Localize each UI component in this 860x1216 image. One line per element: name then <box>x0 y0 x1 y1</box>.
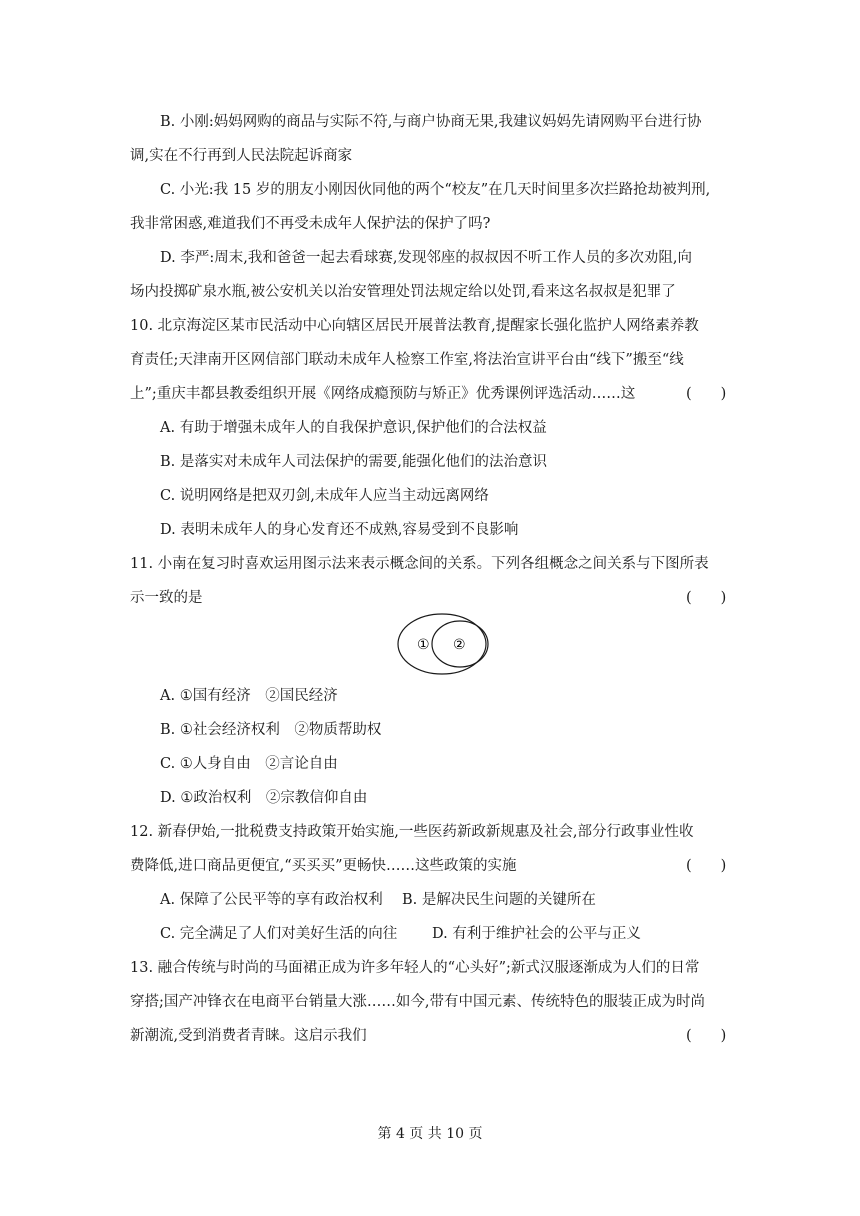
q10-answer-paren: ( ) <box>686 386 727 402</box>
q10-stem-line1: 10. 北京海淀区某市民活动中心向辖区居民开展普法教育,提醒家长强化监护人网络素养教 <box>130 318 699 334</box>
q11-stem-line2: 示一致的是 <box>130 590 203 606</box>
concept-venn-diagram <box>396 612 492 676</box>
q9-option-d-line1: D. 李严:周末,我和爸爸一起去看球赛,发现邻座的叔叔因不听工作人员的多次劝阻,向 <box>160 250 693 266</box>
q11-option-c: C. ①人身自由 ②言论自由 <box>160 756 338 772</box>
q9-option-b-line2: 调,实在不行再到人民法院起诉商家 <box>130 148 353 164</box>
outer-label: ① <box>417 637 430 653</box>
q9-option-c-line2: 我非常困惑,难道我们不再受未成年人保护法的保护了吗? <box>130 216 491 232</box>
q11-answer-paren: ( ) <box>686 590 727 606</box>
q10-option-c: C. 说明网络是把双刃剑,未成年人应当主动远离网络 <box>160 488 489 504</box>
q13-stem-line1: 13. 融合传统与时尚的马面裙正成为许多年轻人的“心头好”;新式汉服逐渐成为人们的日常 <box>130 960 700 976</box>
q12-stem-line1: 12. 新春伊始,一批税费支持政策开始实施,一些医药新政新规惠及社会,部分行政事业性收 <box>130 824 694 840</box>
q12-answer-paren: ( ) <box>686 858 727 874</box>
inner-label: ② <box>453 637 466 653</box>
q13-answer-paren: ( ) <box>686 1028 727 1044</box>
q11-option-d: D. ①政治权利 ②宗教信仰自由 <box>160 790 368 806</box>
q10-stem-line3: 上”;重庆丰都县教委组织开展《网络成瘾预防与矫正》优秀课例评选活动……这 <box>130 386 636 402</box>
q12-option-d: D. 有利于维护社会的公平与正义 <box>432 926 641 942</box>
page-footer: 第 4 页 共 10 页 <box>377 1126 483 1142</box>
q10-option-b: B. 是落实对未成年人司法保护的需要,能强化他们的法治意识 <box>160 454 547 470</box>
q13-stem-line2: 穿搭;国产冲锋衣在电商平台销量大涨……如今,带有中国元素、传统特色的服装正成为时尚 <box>130 994 705 1010</box>
q10-stem-line2: 育责任;天津南开区网信部门联动未成年人检察工作室,将法治宣讲平台由“线下”搬至“线 <box>130 352 684 368</box>
q9-option-c-line1: C. 小光:我 15 岁的朋友小刚因伙同他的两个“校友”在几天时间里多次拦路抢劫被判刑, <box>160 182 711 198</box>
q12-option-a: A. 保障了公民平等的享有政治权利 <box>160 892 383 908</box>
q12-stem-line2: 费降低,进口商品更便宜,“买买买”更畅快……这些政策的实施 <box>130 858 517 874</box>
q11-option-b: B. ①社会经济权利 ②物质帮助权 <box>160 722 382 738</box>
q10-option-a: A. 有助于增强未成年人的自我保护意识,保护他们的合法权益 <box>160 420 547 436</box>
q13-stem-line3: 新潮流,受到消费者青睐。这启示我们 <box>130 1028 367 1044</box>
q9-option-b-line1: B. 小刚:妈妈网购的商品与实际不符,与商户协商无果,我建议妈妈先请网购平台进行协 <box>160 114 702 130</box>
q12-option-c: C. 完全满足了人们对美好生活的向往 <box>160 926 398 942</box>
q9-option-d-line2: 场内投掷矿泉水瓶,被公安机关以治安管理处罚法规定给以处罚,看来这名叔叔是犯罪了 <box>130 284 676 300</box>
q11-stem-line1: 11. 小南在复习时喜欢运用图示法来表示概念间的关系。下列各组概念之间关系与下图所表 <box>130 556 709 572</box>
q12-option-b: B. 是解决民生问题的关键所在 <box>402 892 596 908</box>
q10-option-d: D. 表明未成年人的身心发育还不成熟,容易受到不良影响 <box>160 522 519 538</box>
q11-option-a: A. ①国有经济 ②国民经济 <box>160 688 338 704</box>
